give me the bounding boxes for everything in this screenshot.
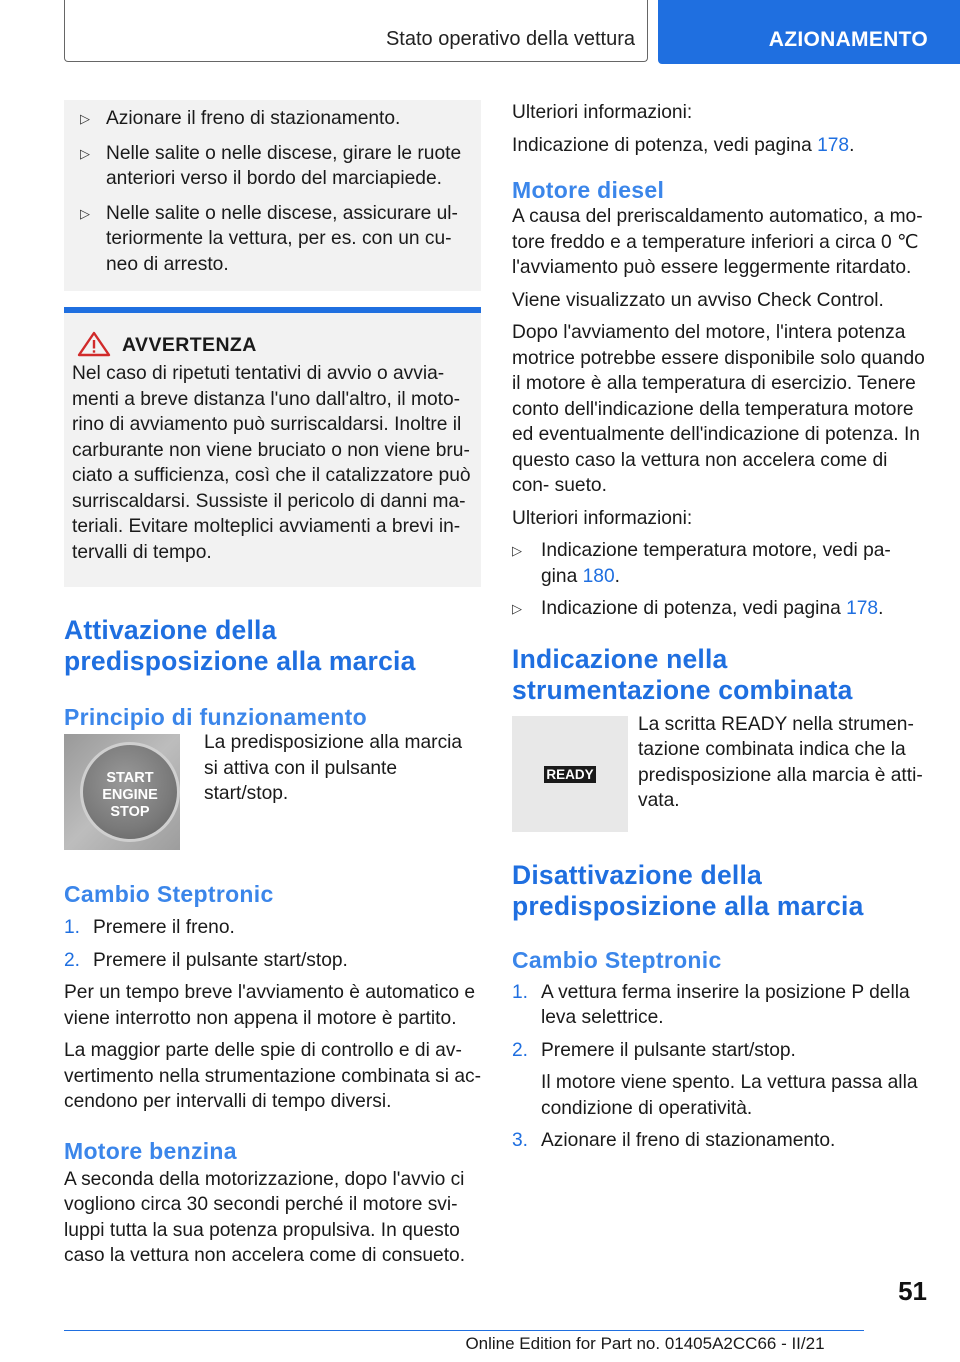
triangle-bullet-icon: ▷	[80, 205, 90, 221]
display-row	[512, 713, 928, 832]
numbered-step: 2. Premere il pulsante start/stop.	[64, 949, 348, 971]
footer-edition: Online Edition for Part no. 01405A2CC66 - II/21	[465, 1334, 825, 1353]
principle-row	[64, 734, 481, 850]
principle-text: La predisposizione alla marcia si attiva con il pulsante start/stop.	[204, 732, 463, 804]
subsection-heading: Cambio Steptronic	[64, 881, 274, 907]
page-link[interactable]: 180	[582, 565, 615, 587]
list-item: ▷ Nelle salite o nelle discese, girare le ruote anteriori verso il bordo del marciapiede.	[74, 141, 471, 192]
warning-text: Nel caso di ripetuti tentativi di avvio o avvia- menti a breve distanza l'uno dall'altro, il moto- rino di avviamento può surriscaldarsi. Inoltre il carburante non viene bruciato o non viene bru- ciato a sufficienza, così che il catalizzatore può surriscaldarsi. Sussiste il pericolo di danni ma- teriali. Evitare molteplici avviamenti a brevi in- tervalli di tempo.	[72, 363, 471, 563]
list-item: ▷ Azionare il freno di stazionamento.	[74, 106, 471, 132]
footer-rule	[64, 1330, 864, 1331]
section-tab	[658, 0, 960, 64]
paragraph: A seconda della motorizzazione, dopo l'avvio ci vogliono circa 30 secondi perché il motore svi- luppi tutta la sua potenza propulsiva. In questo caso la vettura non accelera come di consueto.	[64, 1168, 466, 1266]
section-heading: Indicazione nella strumentazione combinata	[512, 643, 853, 705]
section-heading: Disattivazione della predisposizione alla marcia	[512, 859, 864, 921]
list-item: ▷ Indicazione di potenza, vedi pagina 178.	[512, 596, 928, 622]
page-reference: Indicazione di potenza, vedi pagina 178.	[512, 134, 855, 156]
left-column	[64, 100, 481, 1269]
warning-title: AVVERTENZA	[122, 333, 257, 356]
list-item: ▷ Nelle salite o nelle discese, assicurare ul- teriormente la vettura, per es. con un cu- neo di arresto.	[74, 201, 471, 278]
page-number: 51	[898, 1276, 927, 1306]
display-text: La scritta READY nella strumen- tazione combinata indica che la predisposizione alla marcia è atti- vata.	[638, 713, 923, 811]
subsection-heading: Cambio Steptronic	[512, 946, 722, 973]
paragraph: A causa del preriscaldamento automatico, a mo- tore freddo e a temperature inferiori a circa 0 ℃ l'avviamento può essere leggermente ritardato.	[512, 206, 923, 278]
section-label: AZIONAMENTO	[768, 28, 928, 51]
paragraph: Viene visualizzato un avviso Check Control.	[512, 289, 884, 311]
start-engine-stop-image: START ENGINE STOP	[64, 734, 180, 850]
warning-box	[64, 313, 481, 587]
paragraph: Per un tempo breve l'avviamento è automatico e viene interrotto non appena il motore è partito.	[64, 982, 476, 1029]
section-heading: Attivazione della predisposizione alla marcia	[64, 615, 416, 676]
paragraph: Ulteriori informazioni:	[512, 102, 693, 123]
subsection-heading: Motore benzina	[64, 1137, 237, 1164]
triangle-bullet-icon: ▷	[80, 111, 90, 126]
numbered-step: 3. Azionare il freno di stazionamento.	[512, 1130, 836, 1151]
step-note: Il motore viene spento. La vettura passa alla condizione di operatività.	[541, 1072, 918, 1119]
subsection-heading: Motore diesel	[512, 177, 665, 203]
triangle-bullet-icon: ▷	[512, 543, 522, 558]
page-link[interactable]: 178	[846, 598, 879, 619]
triangle-bullet-icon: ▷	[512, 601, 522, 616]
triangle-bullet-icon: ▷	[80, 145, 90, 161]
ready-display-image: READY	[512, 716, 628, 832]
paragraph: La maggior parte delle spie di controllo e di av- vertimento nella strumentazione combinata si ac- cendono per intervalli di tempo diversi.	[64, 1040, 481, 1112]
paragraph: Dopo l'avviamento del motore, l'intera potenza motrice potrebbe essere disponibile solo quando il motore è alla temperatura di esercizio. Tenere conto dell'indicazione della temperatura motore ed eventualmente dell'indicazione di potenza. In questo caso la vettura non accelera come di con- sueto.	[512, 322, 925, 496]
right-column	[512, 100, 928, 1161]
numbered-step: 2. Premere il pulsante start/stop.	[512, 1039, 796, 1061]
paragraph: Ulteriori informazioni:	[512, 507, 693, 529]
bullet-box	[64, 100, 481, 291]
header-title: Stato operativo della vettura	[385, 28, 635, 50]
header-title-box	[64, 0, 648, 62]
numbered-step: 1. Premere il freno.	[64, 917, 235, 938]
subsection-heading: Principio di funzionamento	[64, 704, 367, 730]
warning-icon	[76, 331, 112, 357]
list-item: ▷ Indicazione temperatura motore, vedi pa- gina 180.	[512, 538, 928, 589]
numbered-step: 1. A vettura ferma inserire la posizione P della leva selettrice.	[512, 981, 910, 1028]
page-link[interactable]: 178	[817, 134, 850, 156]
